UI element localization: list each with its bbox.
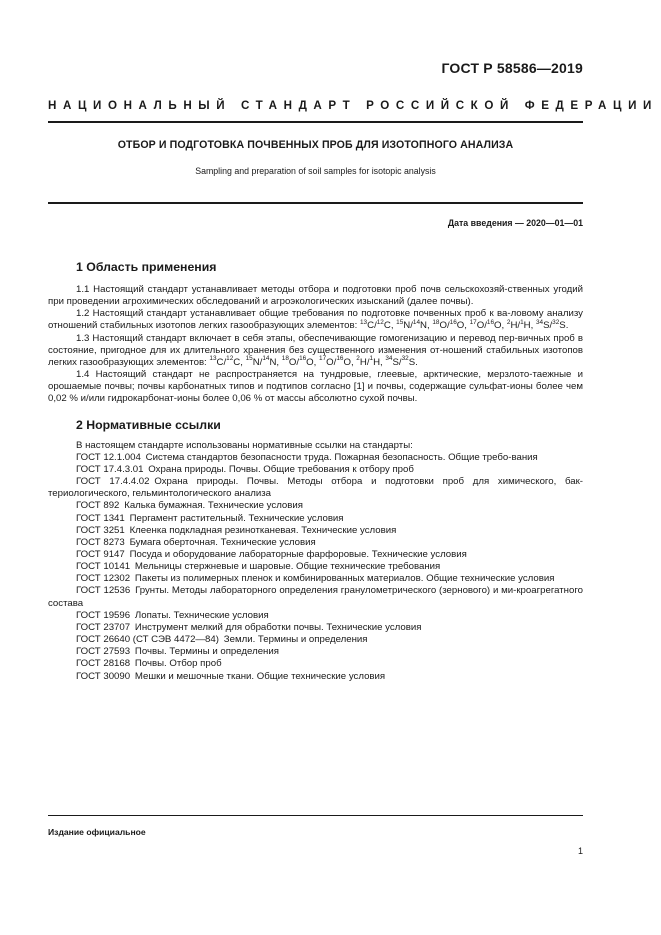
isotope-element: H	[359, 356, 367, 368]
isotope-mass-number: 18	[432, 318, 440, 326]
isotope-ratio	[396, 320, 427, 331]
reference-item	[48, 525, 583, 537]
reference-title: Калька бумажная. Технические условия	[124, 500, 303, 512]
reference-item	[48, 585, 583, 609]
ratio-slash: /	[259, 356, 263, 368]
paragraph-1-2: 1.2 Настоящий стандарт устанавливает общие требования по подготовке почвенных проб к ва-ловому анализу отношений стабильных изотопов легких газообразующих элементов: $^{13}$C/$^{12}$C, $^{15}$N/$^{14}$N, $^{18}$O/$^{16}$O, $^{17}$O/$^{16}$O, $^2$H/$^1$H, $^{34}$S/$^{32}$S.	[48, 308, 583, 332]
isotope-list: $^{13}$C/$^{12}$C, $^{15}$N/$^{14}$N, $^{18}$O/$^{16}$O, $^{17}$O/$^{16}$O, $^2$H/$^1$H, $^{34}$S/$^{32}$S	[360, 318, 566, 332]
section-heading-scope: 1 Область применения	[76, 260, 217, 274]
isotope-element: O	[306, 356, 314, 368]
ratio-slash: /	[296, 356, 300, 368]
reference-title: Охрана природы. Почвы. Методы отбора и подготовки проб для химического, бак-териологического, гельминтологического анализа	[48, 476, 584, 500]
reference-code: ГОСТ 12.1.004	[76, 451, 141, 463]
reference-title: Охрана природы. Почвы. Общие требования к отбору проб	[148, 463, 414, 475]
isotope-ratio	[470, 320, 502, 331]
document-body	[48, 260, 583, 683]
introduction-date: Дата введения — 2020—01—01	[447, 218, 583, 228]
reference-title: Лопаты. Технические условия	[134, 609, 269, 621]
isotope-ratio	[282, 357, 314, 368]
reference-title: Мельницы стержневые и шаровые. Общие технические требования	[134, 561, 441, 573]
isotope-mass-number: 17	[469, 318, 477, 326]
document-title-ru: ОТБОР И ПОДГОТОВКА ПОЧВЕННЫХ ПРОБ ДЛЯ ИЗОТОПНОГО АНАЛИЗА	[117, 139, 514, 151]
isotope-mass-number: 1	[520, 318, 524, 326]
national-standard-banner: НАЦИОНАЛЬНЫЙ СТАНДАРТ РОССИЙСКОЙ ФЕДЕРАЦИИ	[48, 99, 658, 112]
references-intro: В настоящем стандарте использованы нормативные ссылки на стандарты:	[76, 439, 413, 451]
isotope-ratio	[209, 357, 240, 368]
reference-item	[48, 464, 583, 476]
footer-rule	[48, 815, 583, 816]
reference-item	[48, 500, 583, 512]
isotope-mass-number: 16	[486, 318, 495, 326]
paragraph-1-4: 1.4 Настоящий стандарт не распространяется на тундровые, глеевые, арктические, мерзлото-таежные и орошаемые почвы; почвы карбонатных типов и подтипов согласно [1] и почвы, содержащие сульфат-ионы более чем 0,02 % и/или гидрокарбонат-ионы более 0,06 % от массы абсолютно сухой почвы.	[48, 369, 583, 405]
reference-code: ГОСТ 28168	[76, 658, 131, 670]
reference-title: Почвы. Термины и определения	[134, 646, 279, 658]
reference-title: Пергамент растительный. Технические условия	[129, 512, 344, 524]
isotope-mass-number: 17	[319, 355, 327, 363]
isotope-mass-number: 34	[535, 318, 544, 326]
isotope-element: S	[543, 320, 550, 332]
reference-item	[48, 452, 583, 464]
isotope-element: N	[269, 356, 277, 368]
reference-title: Почвы. Отбор проб	[134, 658, 222, 670]
isotope-ratio	[319, 357, 351, 368]
paragraph-1-1: 1.1 Настоящий стандарт устанавливает методы отбора и подготовки проб почв сельскохозяй-ственных угодий при проведении агрохимических обследований и агроэкологических изысканий (далее почвы).	[48, 284, 583, 308]
reference-code: ГОСТ 8273	[76, 536, 125, 548]
isotope-mass-number: 1	[369, 355, 374, 363]
isotope-ratio	[507, 320, 531, 331]
isotope-mass-number: 16	[449, 318, 457, 326]
standard-code: ГОСТ Р 58586—2019	[441, 60, 583, 76]
reference-title: Грунты. Методы лабораторного определения гранулометрического (зернового) и ми-кроагрегатного состава	[48, 585, 583, 609]
reference-item	[48, 549, 583, 561]
reference-code: ГОСТ 12536	[76, 585, 131, 597]
reference-code: ГОСТ 19596	[76, 609, 131, 621]
isotope-element: N	[403, 320, 411, 332]
isotope-ratio	[360, 320, 391, 331]
isotope-element: O	[326, 356, 334, 368]
reference-item	[48, 561, 583, 573]
document-title-en: Sampling and preparation of soil samples for isotopic analysis	[195, 166, 436, 176]
isotope-mass-number: 13	[209, 355, 217, 363]
isotope-ratio	[385, 357, 415, 368]
ratio-slash: /	[517, 320, 521, 332]
reference-code: ГОСТ 27593	[76, 646, 131, 658]
isotope-element: H	[510, 320, 518, 332]
isotope-element: O	[494, 320, 502, 332]
isotope-element: O	[288, 356, 297, 368]
ratio-slash: /	[366, 356, 370, 368]
isotope-ratio	[432, 320, 464, 331]
reference-item	[48, 513, 583, 525]
isotope-element: S	[408, 356, 416, 368]
isotope-mass-number: 18	[281, 355, 289, 363]
reference-code: ГОСТ 17.4.4.02	[76, 476, 150, 488]
isotope-mass-number: 12	[376, 318, 384, 326]
isotope-ratio	[536, 320, 566, 331]
section-heading-normative-references: 2 Нормативные ссылки	[76, 417, 221, 432]
reference-code: ГОСТ 26640 (СТ СЭВ 4472—84)	[76, 634, 219, 646]
isotope-element: O	[476, 320, 485, 332]
title-rule	[48, 202, 583, 204]
reference-title: Мешки и мешочные ткани. Общие технические условия	[134, 670, 386, 682]
reference-item	[48, 634, 583, 646]
ratio-slash: /	[549, 320, 553, 332]
reference-item	[48, 658, 583, 670]
isotope-mass-number: 15	[245, 355, 253, 363]
reference-title: Система стандартов безопасности труда. Пожарная безопасность. Общие требо-вания	[145, 451, 538, 463]
isotope-mass-number: 2	[356, 355, 360, 363]
reference-title: Бумага оберточная. Технические условия	[129, 536, 316, 548]
reference-code: ГОСТ 17.4.3.01	[76, 463, 144, 475]
ratio-slash: /	[223, 356, 227, 368]
ratio-slash: /	[374, 320, 377, 332]
isotope-element: N	[420, 320, 427, 332]
isotope-element: H	[523, 320, 531, 332]
reference-item	[48, 537, 583, 549]
reference-title: Земли. Термины и определения	[223, 634, 368, 646]
isotope-mass-number: 32	[552, 318, 560, 326]
reference-code: ГОСТ 10141	[76, 561, 131, 573]
edition-note: Издание официальное	[48, 827, 146, 837]
reference-item	[48, 671, 583, 683]
paragraph-1-3: 1.3 Настоящий стандарт включает в себя этапы, обеспечивающие гомогенизацию и перевод пер-вичных проб в состояние, пригодное для их длительного хранения без существенного изменения от-ношений стабильных изотопов легких газообразующих элементов: $^{13}$C/$^{12}$C, $^{15}$N/$^{14}$N, $^{18}$O/$^{16}$O, $^{17}$O/$^{16}$O, $^2$H/$^1$H, $^{34}$S/$^{32}$S.	[48, 332, 583, 368]
isotope-mass-number: 13	[360, 318, 368, 326]
ratio-slash: /	[410, 320, 413, 332]
isotope-mass-number: 34	[385, 355, 393, 363]
isotope-mass-number: 16	[336, 355, 344, 363]
reference-code: ГОСТ 1341	[76, 512, 125, 524]
isotope-mass-number: 14	[412, 318, 421, 326]
isotope-mass-number: 2	[506, 318, 511, 326]
ratio-slash: /	[398, 356, 402, 368]
reference-title: Пакеты из полимерных пленок и комбинированных материалов. Общие технические условия	[134, 573, 555, 585]
reference-item	[48, 573, 583, 585]
reference-code: ГОСТ 9147	[76, 548, 125, 560]
ratio-slash: /	[484, 320, 487, 332]
isotope-element: C	[233, 356, 241, 368]
reference-item	[48, 476, 583, 500]
isotope-element: O	[343, 356, 351, 368]
ratio-slash: /	[446, 320, 450, 332]
reference-item	[48, 610, 583, 622]
isotope-element: N	[252, 356, 260, 368]
isotope-element: C	[216, 356, 224, 368]
reference-title: Инструмент мелкий для обработки почвы. Технические условия	[134, 621, 422, 633]
isotope-mass-number: 32	[401, 355, 409, 363]
paragraph-1-2-text: 1.2 Настоящий стандарт устанавливает общие требования по подготовке почвенных проб к ва-ловому анализу отношений стабильных изотопов легких газообразующих элементов:	[48, 308, 583, 332]
reference-code: ГОСТ 892	[76, 500, 120, 512]
references-list	[48, 452, 583, 683]
isotope-mass-number: 12	[226, 355, 234, 363]
reference-code: ГОСТ 23707	[76, 621, 131, 633]
reference-item	[48, 646, 583, 658]
isotope-element: C	[367, 320, 375, 332]
isotope-element: C	[383, 320, 391, 332]
page-number: 1	[577, 846, 583, 856]
header-rule	[48, 121, 583, 123]
ratio-slash: /	[333, 356, 337, 368]
isotope-mass-number: 15	[396, 318, 404, 326]
isotope-mass-number: 14	[262, 355, 270, 363]
isotope-element: O	[456, 320, 465, 332]
reference-code: ГОСТ 30090	[76, 670, 131, 682]
reference-title: Посуда и оборудование лабораторные фарфоровые. Технические условия	[129, 548, 467, 560]
isotope-mass-number: 16	[299, 355, 307, 363]
reference-item	[48, 622, 583, 634]
reference-title: Клеенка подкладная резинотканевая. Технические условия	[129, 524, 397, 536]
reference-code: ГОСТ 3251	[76, 524, 125, 536]
isotope-element: O	[439, 320, 447, 332]
isotope-element: H	[373, 356, 381, 368]
isotope-list: $^{13}$C/$^{12}$C, $^{15}$N/$^{14}$N, $^{18}$O/$^{16}$O, $^{17}$O/$^{16}$O, $^2$H/$^1$H, $^{34}$S/$^{32}$S	[209, 355, 416, 368]
paragraph-1-3-text: 1.3 Настоящий стандарт включает в себя этапы, обеспечивающие гомогенизацию и перевод пер-вичных проб в состояние, пригодное для их длительного хранения без существенного изменения от-ношений стабильных изотопов легких газообразующих элементов:	[48, 332, 583, 368]
reference-code: ГОСТ 12302	[76, 573, 131, 585]
isotope-element: S	[559, 320, 566, 332]
isotope-element: S	[392, 356, 399, 368]
isotope-ratio	[246, 357, 277, 368]
isotope-ratio	[356, 357, 380, 368]
